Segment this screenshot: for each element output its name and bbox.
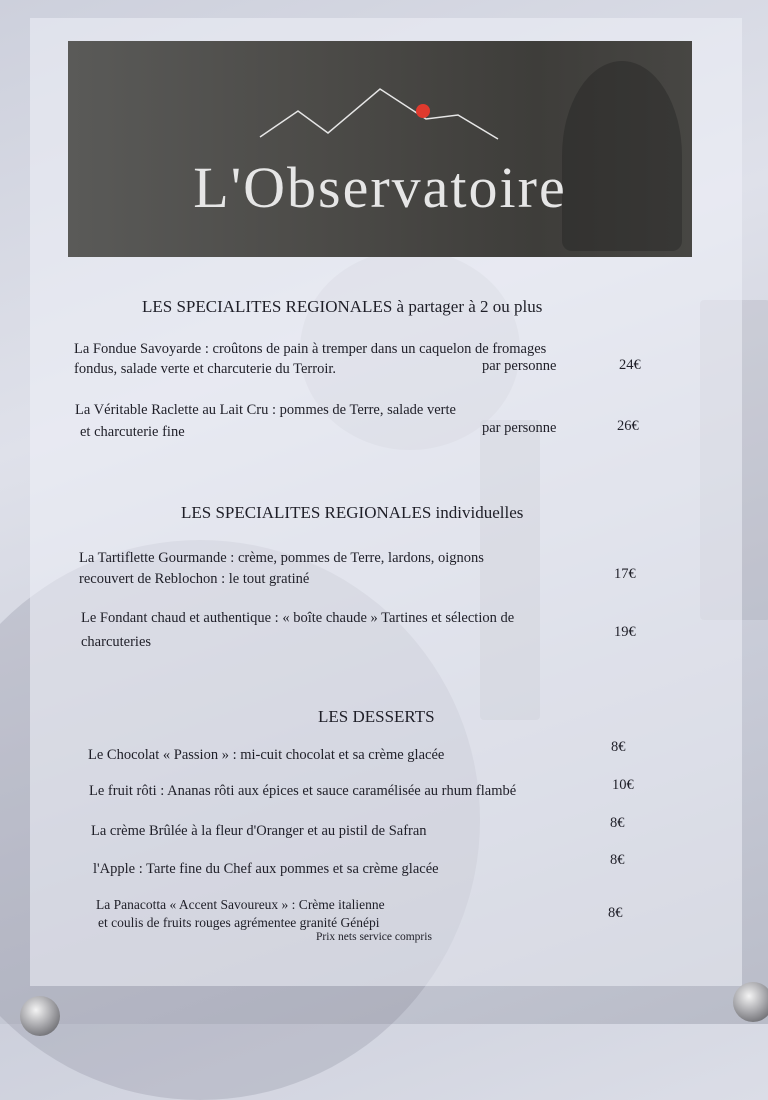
- menu-item-line: fondus, salade verte et charcuterie du Terroir.: [74, 361, 337, 377]
- price: 24€: [619, 357, 641, 373]
- price: 10€: [612, 777, 634, 793]
- menu-item-line: La Tartiflette Gourmande : crème, pommes de Terre, lardons, oignons: [79, 550, 484, 566]
- menu-item-line: recouvert de Reblochon : le tout gratiné: [79, 571, 310, 587]
- price: 8€: [610, 815, 625, 831]
- price: 17€: [614, 566, 636, 582]
- footer-note: Prix nets service compris: [316, 931, 432, 943]
- section-title: LES DESSERTS: [318, 707, 435, 726]
- mountain-sun-icon: [258, 85, 578, 155]
- menu-item-line: La crème Brûlée à la fleur d'Oranger et au pistil de Safran: [91, 823, 427, 839]
- menu-item-line: La Véritable Raclette au Lait Cru : pommes de Terre, salade verte: [75, 402, 456, 418]
- price: 8€: [610, 852, 625, 868]
- reflection-figure: [562, 61, 682, 251]
- menu-item-line: l'Apple : Tarte fine du Chef aux pommes et sa crème glacée: [93, 861, 439, 877]
- menu-item-line: Le fruit rôti : Ananas rôti aux épices et sauce caramélisée au rhum flambé: [89, 783, 517, 799]
- menu-item-line: charcuteries: [81, 634, 152, 650]
- standoff-bolt: [733, 982, 768, 1022]
- price: 19€: [614, 624, 636, 640]
- standoff-bolt: [20, 996, 60, 1036]
- section-title: LES SPECIALITES REGIONALES à partager à 2 ou plus: [142, 297, 543, 316]
- price: 8€: [608, 905, 623, 921]
- menu-item-line: Le Chocolat « Passion » : mi-cuit chocolat et sa crème glacée: [88, 747, 445, 763]
- brand-title: L'Observatoire: [193, 155, 567, 220]
- price: 26€: [617, 418, 639, 434]
- menu-item-line: La Fondue Savoyarde : croûtons de pain à tremper dans un caquelon de fromages: [74, 341, 547, 357]
- menu-item-line: et coulis de fruits rouges agrémentee granité Génépi: [98, 915, 380, 930]
- menu-item-line: et charcuterie fine: [80, 424, 185, 440]
- menu-item-line: La Panacotta « Accent Savoureux » : Crème italienne: [96, 897, 385, 912]
- per-person-label: par personne: [482, 358, 557, 374]
- section-title: LES SPECIALITES REGIONALES individuelles: [181, 503, 524, 522]
- brand-banner: [68, 41, 692, 257]
- per-person-label: par personne: [482, 420, 557, 436]
- menu-item-line: Le Fondant chaud et authentique : « boîte chaude » Tartines et sélection de: [81, 610, 515, 626]
- price: 8€: [611, 739, 626, 755]
